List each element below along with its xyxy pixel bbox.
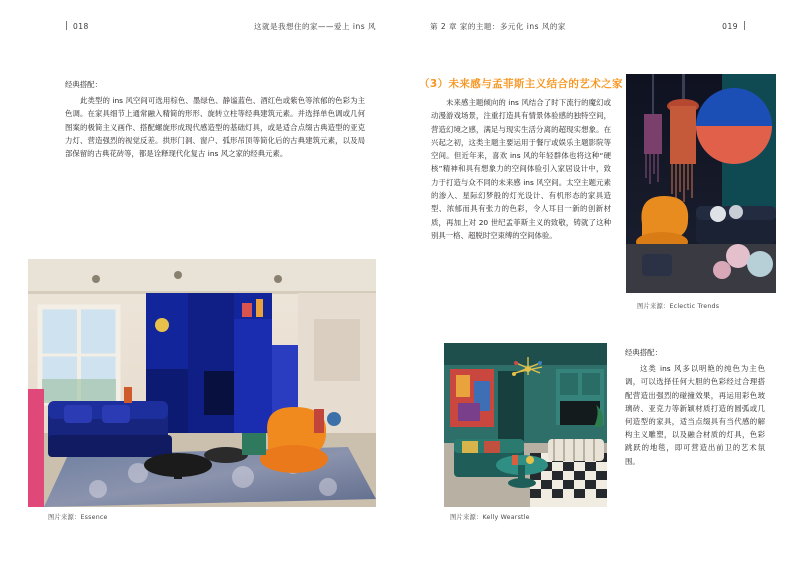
- right-text-2-paragraph: 这类 ins 风多以明艳的纯色为主色调，可以选择任何大胆的色彩经过合理搭配营造出强烈的碰撞效果，再运用彩色玻璃砖、亚克力等新颖材质打造的圆弧或几何造型的家具，适当点缀具有当代感的解构主义雕塑，以及融合材质的灯具，色彩跳跃的地毯，即可营造出前卫的艺术氛围。: [625, 364, 765, 466]
- folio-left: [60, 21, 89, 33]
- section-heading: （3）未来感与孟菲斯主义结合的艺术之家: [419, 78, 623, 90]
- rule-divider-icon: [66, 21, 67, 30]
- photo-eclectic-room: [444, 343, 607, 507]
- folio-right-number: 019: [722, 22, 738, 31]
- running-head-left: 这就是我想住的家——爱上 ins 风: [253, 22, 376, 31]
- left-body-text: [65, 78, 365, 160]
- folio-left-number: 018: [73, 22, 89, 31]
- left-text-paragraph: 此类型的 ins 风空间可选用棕色、墨绿色、静谧蓝色、酒红色或紫色等浓郁的色彩为主色调。在家具细节上通常融入精简的形形、旋转立柱等经典建筑元素。并选择单色调或几何图案的极简主义画作、搭配螺旋形成现代感造型的基础灯具，或是适合点缀古典造型的亚克力灯、营造强烈的视觉反差。拱形门洞、窗户、弧形吊顶等简化后的古典建筑元素，以及局部保留的古典花砖等，都是诠释现代化复古 ins 风之家的经典元素。: [65, 96, 365, 159]
- running-head-right: 第 2 章 家的主题：多元化 ins 风的家: [430, 22, 566, 31]
- caption-bottom-right-photo: 图片来源：Kelly Wearstle: [450, 514, 530, 521]
- photo-eclectic-room-illustration: [444, 343, 607, 507]
- folio-right: [722, 21, 751, 33]
- photo-futuristic-interior-illustration: [626, 74, 776, 293]
- caption-top-right-photo: 图片来源：Eclectic Trends: [637, 303, 720, 310]
- caption-left-photo: 图片来源：Essence: [48, 514, 108, 521]
- photo-futuristic-interior: [626, 74, 776, 293]
- right-body-text-2: [625, 346, 765, 468]
- photo-blue-living-room-illustration: [28, 259, 376, 507]
- left-text-label: 经典搭配：: [65, 80, 102, 89]
- right-text-2-label: 经典搭配：: [625, 348, 662, 357]
- right-body-text: [431, 96, 611, 242]
- photo-blue-living-room: [28, 259, 376, 507]
- rule-divider-icon-2: [744, 21, 745, 30]
- right-text-paragraph: 未来感主题倾向的 ins 风结合了时下流行的魔幻或动漫游戏场景，注重打造具有情景体验感的独特空间，营造幻境之感，满足与现实生活分离的超现实想象。在兴起之初，这类主题主要运用于餐厅或娱乐主题影院等空间。但近年来，喜欢 ins 风的年轻群体也将这种“硬核”精神和具有想象力的空间体验引入家居设计中，致力于打造与众不同的未来感 ins 风空间。太空主题元素的渗入、星际幻梦般的灯光设计、有机形态的家具造型、浓郁而具有张力的色彩，令人耳目一新的创新材质，再加上对 20 世纪孟菲斯主义的致敬，铸就了这种别具一格、超脱时空束缚的空间体验。: [431, 98, 611, 240]
